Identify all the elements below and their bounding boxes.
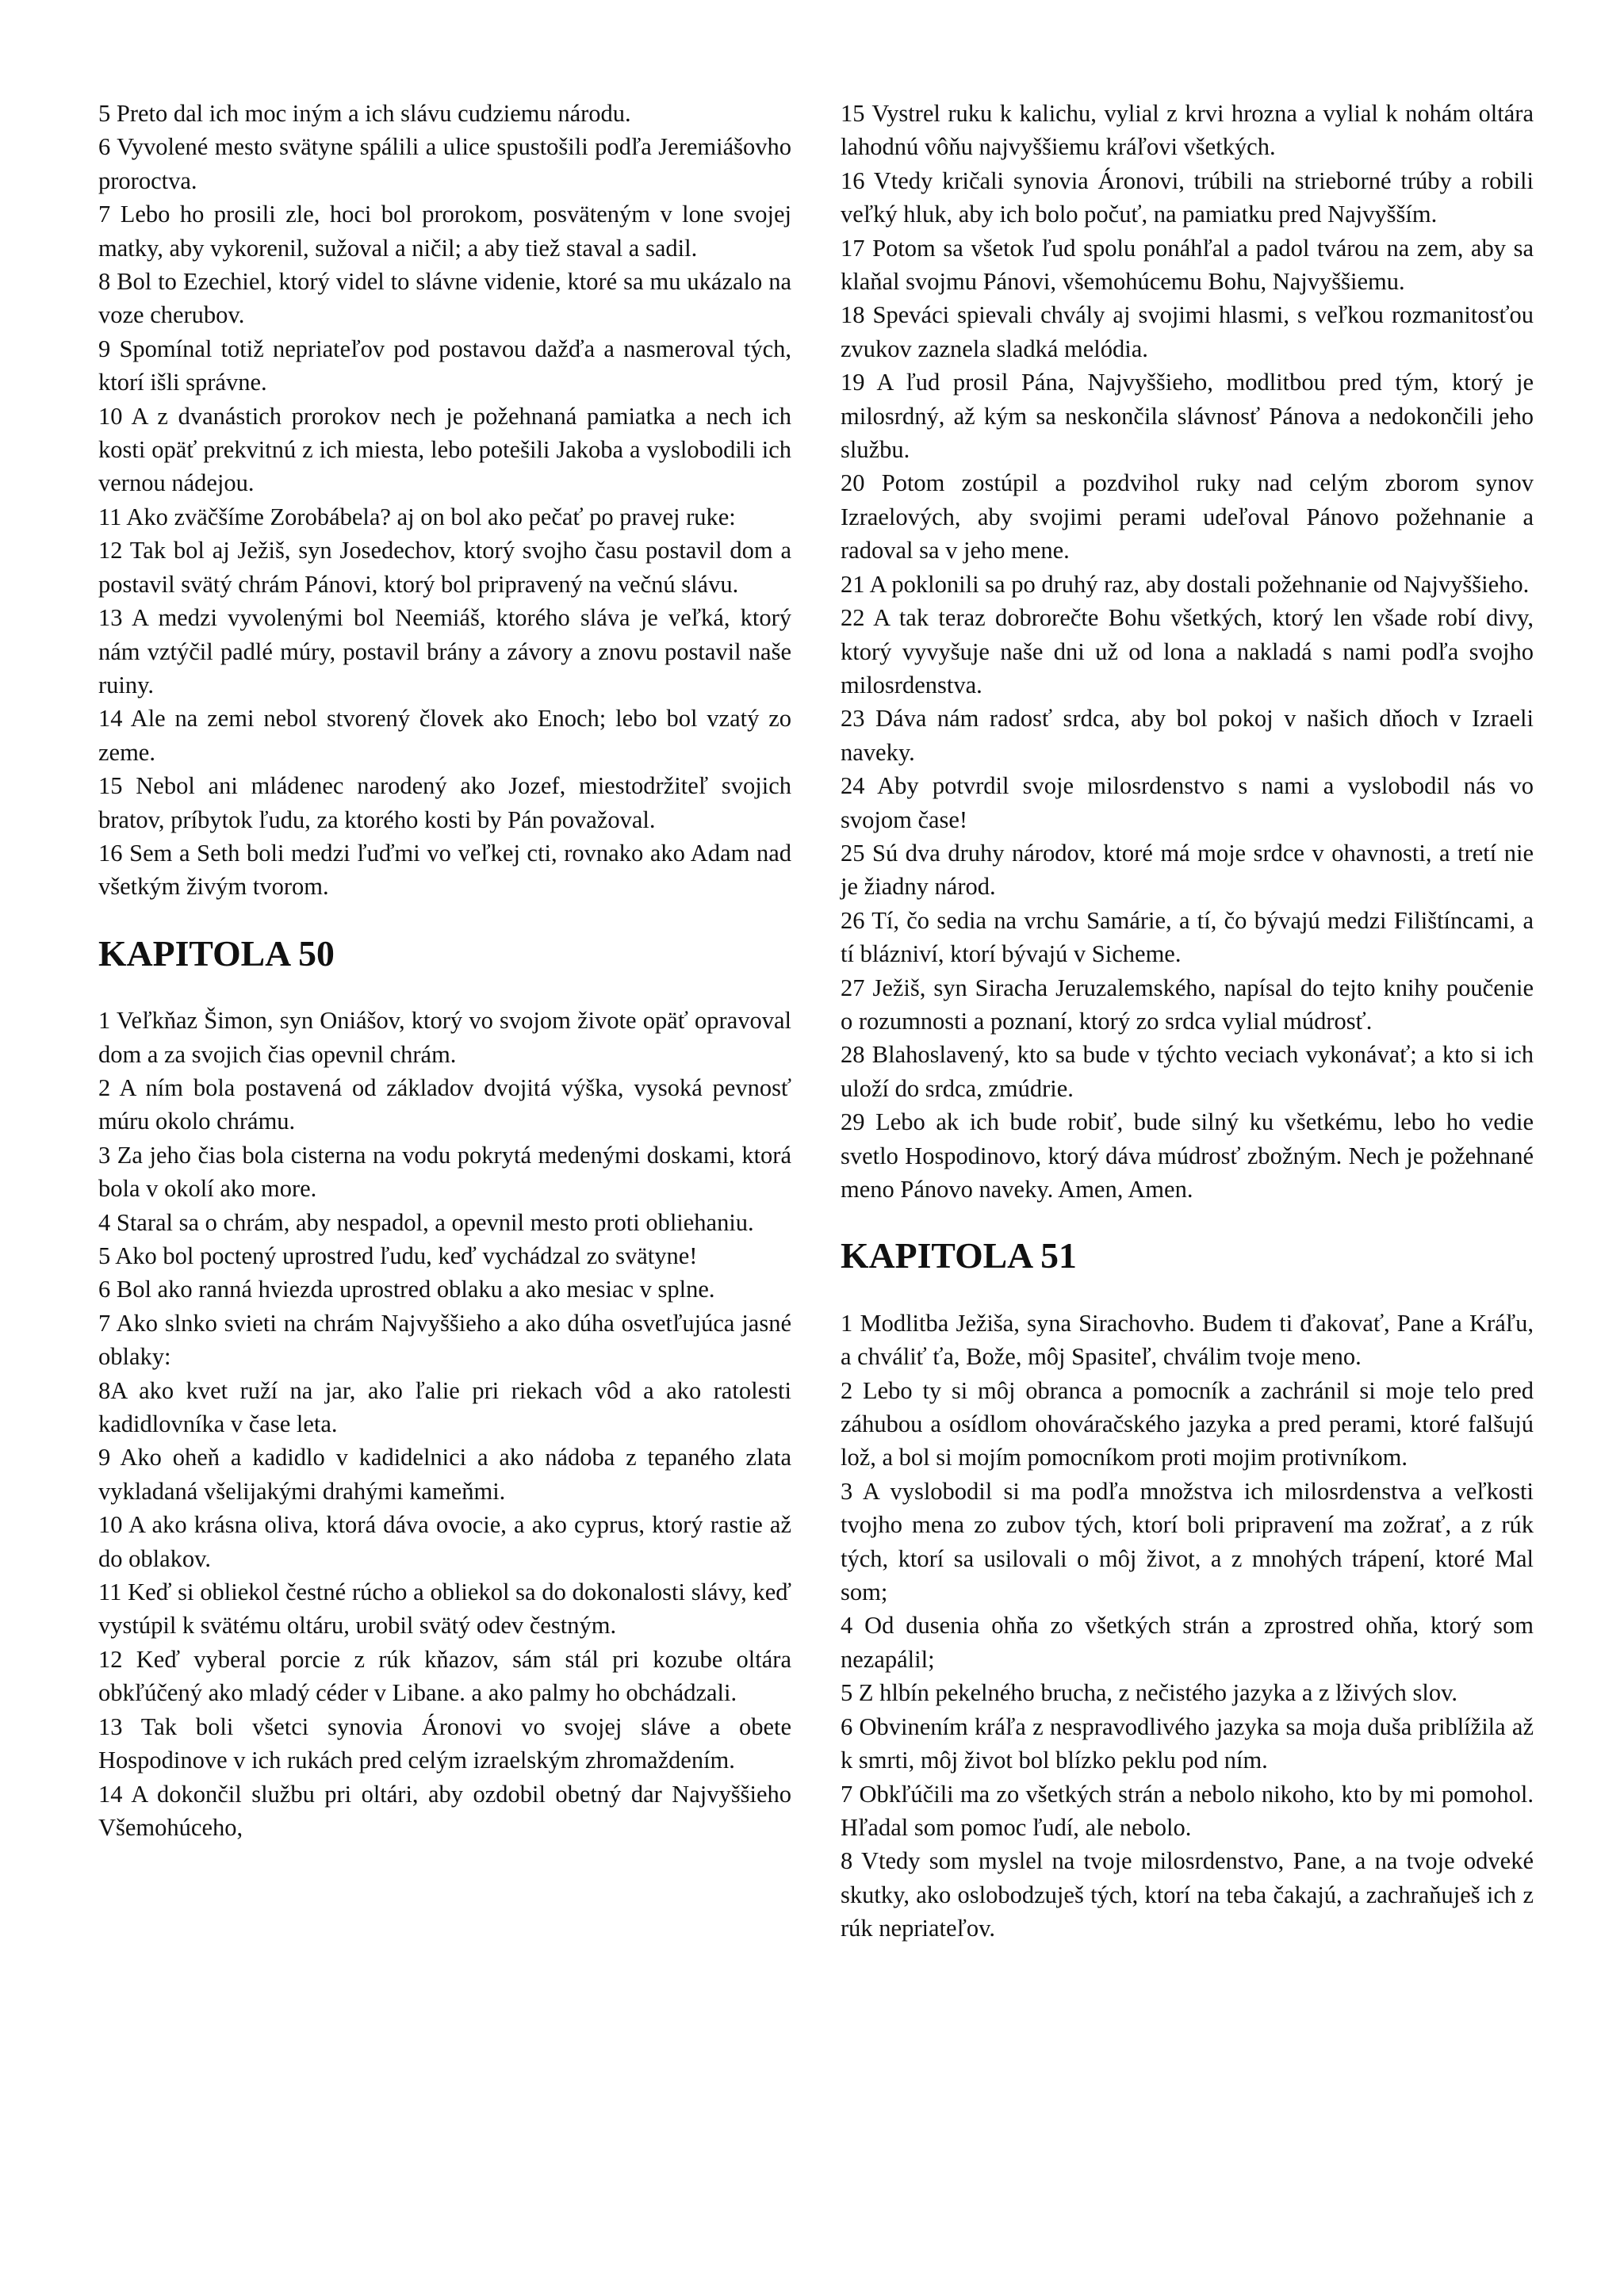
left-verses-before xyxy=(98,97,791,904)
verse: 2 A ním bola postavená od základov dvojitá výška, vysoká pevnosť múru okolo chrámu. xyxy=(98,1073,791,1135)
verse: 7 Ako slnko svieti na chrám Najvyššieho a ako dúha osvetľujúca jasné oblaky: xyxy=(98,1309,791,1371)
verse: 10 A ako krásna oliva, ktorá dáva ovocie, a ako cyprus, ktorý rastie až do oblakov. xyxy=(98,1511,791,1572)
verse: 15 Nebol ani mládenec narodený ako Jozef, miestodržiteľ svojich bratov, príbytok ľudu, za ktorého kosti by Pán považoval. xyxy=(98,772,791,833)
chapter-heading: KAPITOLA 51 xyxy=(841,1235,1077,1276)
verse: 14 A dokončil službu pri oltári, aby ozdobil obetný dar Najvyššieho Všemohúceho, xyxy=(98,1780,791,1841)
verse: 4 Staral sa o chrám, aby nespadol, a opevnil mesto proti obliehaniu. xyxy=(98,1208,754,1236)
verse: 23 Dáva nám radosť srdca, aby bol pokoj v našich dňoch v Izraeli naveky. xyxy=(841,705,1534,766)
chapter-heading: KAPITOLA 50 xyxy=(98,932,335,974)
verse: 17 Potom sa všetok ľud spolu ponáhľal a padol tvárou na zem, aby sa klaňal svojmu Pánovi, všemohúcemu Bohu, Najvyššiemu. xyxy=(841,234,1534,296)
verse: 21 A poklonili sa po druhý raz, aby dostali požehnanie od Najvyššieho. xyxy=(841,570,1530,598)
verse: 9 Ako oheň a kadidlo v kadidelnici a ako nádoba z tepaného zlata vykladaná všelijakými drahými kameňmi. xyxy=(98,1444,791,1505)
verse: 16 Sem a Seth boli medzi ľuďmi vo veľkej cti, rovnako ako Adam nad všetkým živým tvorom. xyxy=(98,839,791,901)
verse: 13 Tak boli všetci synovia Áronovi vo svojej sláve a obete Hospodinove v ich rukách pred celým izraelským zhromaždením. xyxy=(98,1712,791,1774)
verse: 13 A medzi vyvolenými bol Neemiáš, ktorého sláva je veľká, ktorý nám vztýčil padlé múry, postavil brány a závory a znovu postavil naše ruiny. xyxy=(98,604,791,698)
verse: 10 A z dvanástich prorokov nech je požehnaná pamiatka a nech ich kosti opäť prekvitnú z ich miesta, lebo potešili Jakoba a vyslobodili ich vernou nádejou. xyxy=(98,402,791,497)
verse: 12 Keď vyberal porcie z rúk kňazov, sám stál pri kozube oltára obkľúčený ako mladý céder v Libane. a ako palmy ho obchádzali. xyxy=(98,1645,791,1707)
verse: 6 Obvinením kráľa z nespravodlivého jazyka sa moja duša priblížila až k smrti, môj život bol blízko peklu pod ním. xyxy=(841,1712,1534,1774)
verse: 15 Vystrel ruku k kalichu, vylial z krvi hrozna a vylial k nohám oltára lahodnú vôňu najvyššiemu kráľovi všetkých. xyxy=(841,100,1534,161)
verse: 9 Spomínal totiž nepriateľov pod postavou dažďa a nasmeroval tých, ktorí išli správne. xyxy=(98,335,791,396)
verse: 18 Speváci spievali chvály aj svojimi hlasmi, s veľkou rozmanitosťou zvukov zaznela sladká melódia. xyxy=(841,301,1534,362)
verse: 20 Potom zostúpil a pozdvihol ruky nad celým zborom synov Izraelových, aby svojimi perami udeľoval Pánovo požehnanie a radoval sa v jeho mene. xyxy=(841,469,1534,564)
verse: 5 Z hlbín pekelného brucha, z nečistého jazyka a z lživých slov. xyxy=(841,1679,1458,1707)
verse: 7 Lebo ho prosili zle, hoci bol prorokom, posväteným v lone svojej matky, aby vykorenil, sužoval a ničil; a aby tiež staval a sadil. xyxy=(98,201,791,262)
verse: 22 A tak teraz dobrorečte Bohu všetkých, ktorý len všade robí divy, ktorý vyvyšuje naše dni už od lona a nakladá s nami podľa svojho milosrdenstva. xyxy=(841,604,1534,698)
verse: 25 Sú dva druhy národov, ktoré má moje srdce v ohavnosti, a tretí nie je žiadny národ. xyxy=(841,839,1534,901)
right-column xyxy=(841,97,1534,1946)
verse: 5 Preto dal ich moc iným a ich slávu cudziemu národu. xyxy=(98,100,631,127)
verse: 5 Ako bol poctený uprostred ľudu, keď vychádzal zo svätyne! xyxy=(98,1242,698,1269)
verse: 27 Ježiš, syn Siracha Jeruzalemského, napísal do tejto knihy poučenie o rozumnosti a poznaní, ktorý zo srdca vylial múdrosť. xyxy=(841,974,1534,1035)
verse: 2 Lebo ty si môj obranca a pomocník a zachránil si moje telo pred záhubou a osídlom ohováračského jazyka a pred perami, ktoré falšujú lož, a bol si mojím pomocníkom proti mojim protivníkom. xyxy=(841,1376,1534,1471)
verse: 8 Bol to Ezechiel, ktorý videl to slávne videnie, ktoré sa mu ukázalo na voze cherubov. xyxy=(98,268,791,329)
verse: 11 Keď si obliekol čestné rúcho a obliekol sa do dokonalosti slávy, keď vystúpil k svätému oltáru, urobil svätý odev čestným. xyxy=(98,1578,791,1640)
verse: 1 Modlitba Ježiša, syna Sirachovho. Budem ti ďakovať, Pane a Kráľu, a chváliť ťa, Bože, môj Spasiteľ, chválim tvoje meno. xyxy=(841,1309,1534,1371)
verse: 8 Vtedy som myslel na tvoje milosrdenstvo, Pane, a na tvoje odveké skutky, ako oslobodzuješ tých, ktorí na teba čakajú, a zachraňuješ ich z rúk nepriateľov. xyxy=(841,1847,1534,1942)
left-verses-after xyxy=(98,1004,791,1844)
verse: 29 Lebo ak ich bude robiť, bude silný ku všetkému, lebo ho vedie svetlo Hospodinovo, ktorý dáva múdrosť zbožným. Nech je požehnané meno Pánovo naveky. Amen, Amen. xyxy=(841,1108,1534,1203)
verse: 4 Od dusenia ohňa zo všetkých strán a zprostred ohňa, ktorý som nezapálil; xyxy=(841,1612,1534,1673)
verse: 1 Veľkňaz Šimon, syn Oniášov, ktorý vo svojom živote opäť opravoval dom a za svojich čias opevnil chrám. xyxy=(98,1007,791,1068)
right-verses-after xyxy=(841,1307,1534,1946)
verse: 3 Za jeho čias bola cisterna na vodu pokrytá medenými doskami, ktorá bola v okolí ako more. xyxy=(98,1141,791,1203)
verse: 14 Ale na zemi nebol stvorený človek ako Enoch; lebo bol vzatý zo zeme. xyxy=(98,705,791,766)
verse: 26 Tí, čo sedia na vrchu Samárie, a tí, čo bývajú medzi Filištíncami, a tí blázniví, ktorí bývajú v Sicheme. xyxy=(841,906,1534,968)
verse: 7 Obkľúčili ma zo všetkých strán a nebolo nikoho, kto by mi pomohol. Hľadal som pomoc ľudí, ale nebolo. xyxy=(841,1780,1534,1841)
verse: 19 A ľud prosil Pána, Najvyššieho, modlitbou pred tým, ktorý je milosrdný, až kým sa neskončila slávnosť Pánova a nedokončili jeho službu. xyxy=(841,369,1534,464)
verse: 3 A vyslobodil si ma podľa množstva ich milosrdenstva a veľkosti tvojho mena zo zubov tých, ktorí boli pripravení ma zožrať, a z rúk tých, ktorí sa usilovali o môj život, a z mnohých trápení, ktoré Mal som; xyxy=(841,1477,1534,1606)
verse: 6 Vyvolené mesto svätyne spálili a ulice spustošili podľa Jeremiášovho proroctva. xyxy=(98,133,791,194)
right-verses-before xyxy=(841,97,1534,1206)
verse: 11 Ako zväčšíme Zorobábela? aj on bol ako pečať po pravej ruke: xyxy=(98,503,736,530)
verse: 8A ako kvet ruží na jar, ako ľalie pri riekach vôd a ako ratolesti kadidlovníka v čase leta. xyxy=(98,1376,791,1438)
verse: 16 Vtedy kričali synovia Áronovi, trúbili na strieborné trúby a robili veľký hluk, aby ich bolo počuť, na pamiatku pred Najvyšším. xyxy=(841,166,1534,228)
verse: 6 Bol ako ranná hviezda uprostred oblaku a ako mesiac v splne. xyxy=(98,1276,715,1303)
verse: 12 Tak bol aj Ježiš, syn Josedechov, ktorý svojho času postavil dom a postavil svätý chrám Pánovi, ktorý bol pripravený na večnú slávu. xyxy=(98,537,791,598)
verse: 24 Aby potvrdil svoje milosrdenstvo s nami a vyslobodil nás vo svojom čase! xyxy=(841,772,1534,833)
verse: 28 Blahoslavený, kto sa bude v týchto veciach vykonávať; a kto si ich uloží do srdca, zmúdrie. xyxy=(841,1041,1534,1102)
left-column xyxy=(98,97,791,1844)
